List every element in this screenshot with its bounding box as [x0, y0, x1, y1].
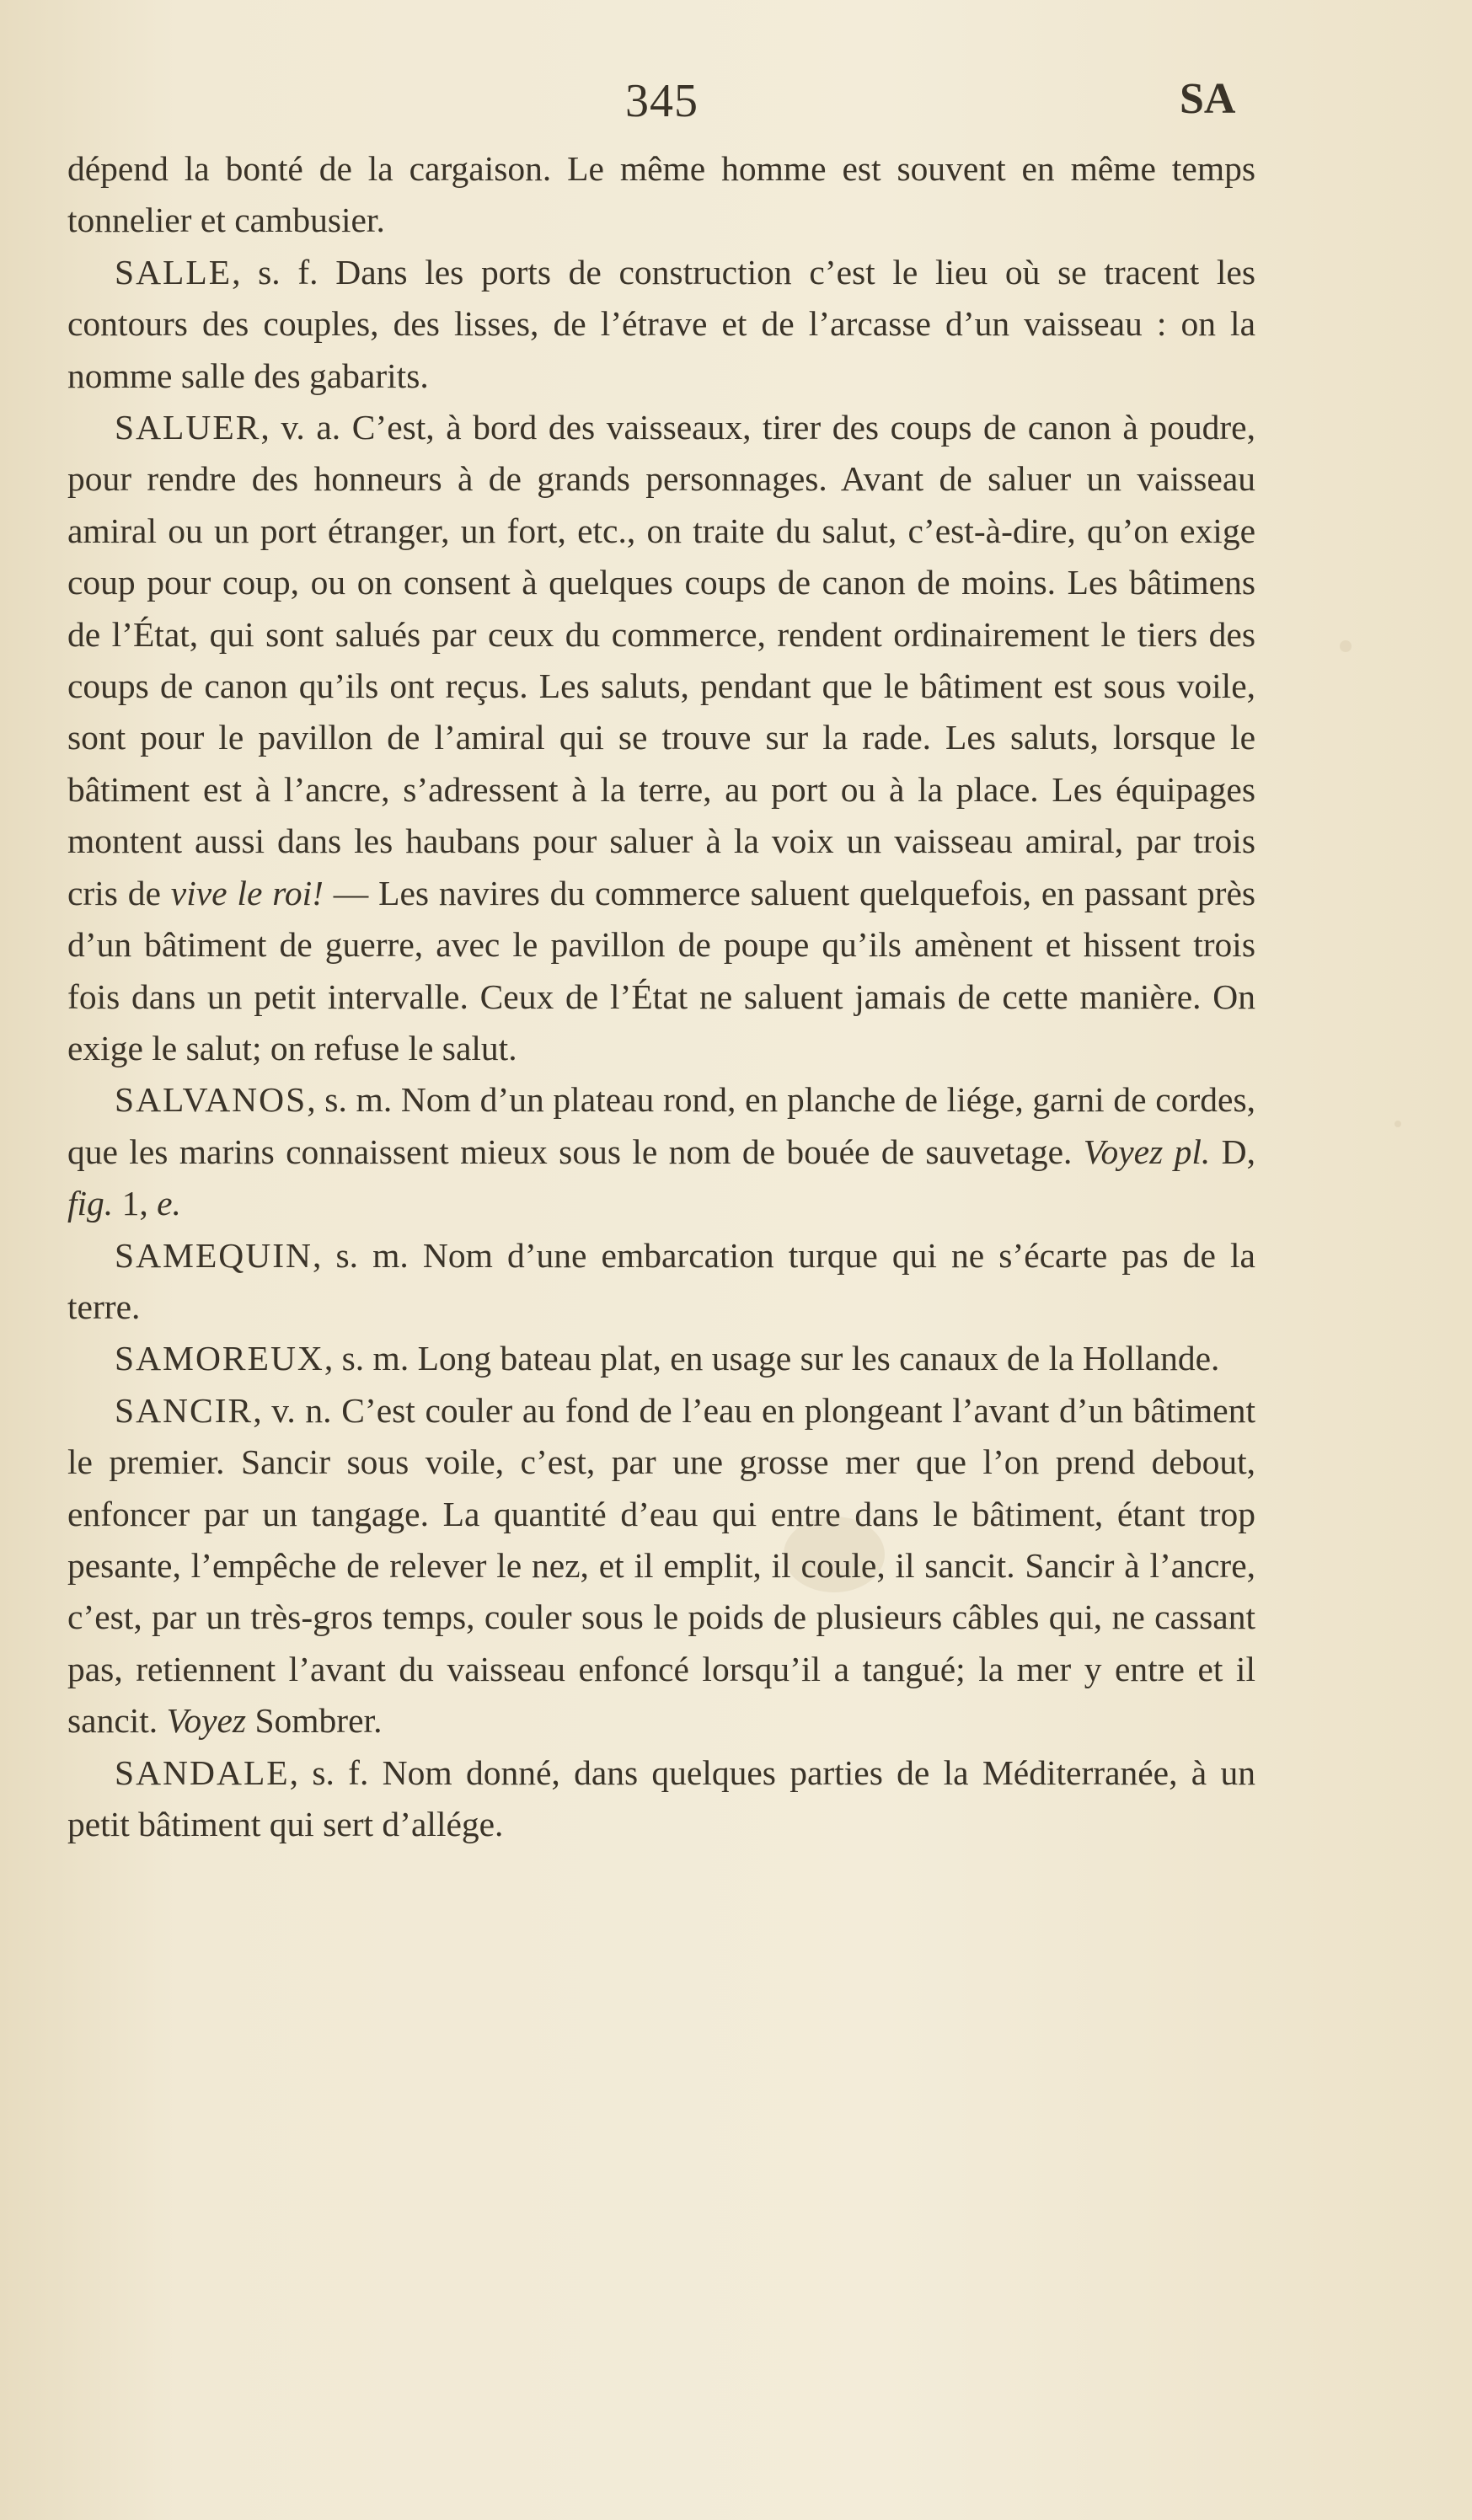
headword: SANCIR [115, 1390, 254, 1430]
grammar-label: , v. a. [260, 408, 341, 447]
entry-sancir [67, 1385, 1255, 1747]
italic-phrase: vive le roi! [170, 873, 324, 912]
section-mark: SA [1180, 75, 1236, 123]
entry-text-tail: — Les navires du commerce saluent quelquefois, en passant près d’un bâtiment de guerre, avec le pavillon de poupe qu’ils amènent et hissent trois fois dans un petit intervalle. Ceux de l’État ne saluent jamais de cette manière. On exige le salut; on refuse le salut. [67, 873, 1256, 1067]
entry-text: Nom d’une embarcation turque qui ne s’écarte pas de la terre. [67, 1235, 1255, 1326]
entry-sandale [67, 1747, 1255, 1851]
entry-salle [67, 247, 1255, 402]
headword: SAMOREUX [115, 1339, 324, 1378]
foxing-spot [1394, 1121, 1401, 1127]
headword: SALUER [115, 408, 261, 447]
headword: SALVANOS [115, 1080, 308, 1120]
entry-text-tail: Sombrer. [246, 1701, 383, 1741]
figure-reference: fig. [67, 1184, 114, 1223]
entry-text: Dans les ports de construction c’est le lieu où se tracent les contours des couples, des lisses, de l’étrave et de l’arcasse d’un vaisseau : on la nomme salle des gabarits. [67, 252, 1255, 395]
entry-samoreux [67, 1333, 1255, 1384]
grammar-label: , s. f. [289, 1752, 369, 1792]
grammar-label: , s. m. [324, 1339, 409, 1378]
entry-text: C’est couler au fond de l’eau en plongeant l’avant d’un bâtiment le premier. Sancir sous voile, c’est, par une grosse mer que l’on prend debout, enfoncer par un tangage. La quantité d’eau qui entre dans le bâtiment, étant trop pesante, l’empêche de relever le nez, et il emplit, il coule, il sancit. Sancir à l’ancre, c’est, par un très-gros temps, couler sous le poids de plusieurs câbles qui, ne cassant pas, retiennent l’avant du vaisseau enfoncé lorsqu’il a tangué; la mer y entre et il sancit. [67, 1390, 1255, 1741]
grammar-label: , s. f. [232, 252, 318, 292]
dictionary-text [67, 143, 1255, 1850]
entry-continuation [67, 143, 1255, 247]
cross-reference: Voyez [166, 1701, 247, 1741]
grammar-label: , s. m. [307, 1080, 393, 1120]
foxing-spot [1340, 640, 1352, 652]
running-head [0, 74, 1472, 142]
headword: SANDALE [115, 1752, 290, 1792]
entry-text: C’est, à bord des vaisseaux, tirer des coups de canon à poudre, pour rendre des honneurs à de grands personnages. Avant de saluer un vaisseau amiral ou un port étranger, un fort, etc., on traite du salut, c’est-à-dire, qu’on exige coup pour coup, ou on consent à quelques coups de canon de moins. Les bâtimens de l’État, qui sont salués par ceux du commerce, rendent ordinairement le tiers des coups de canon qu’ils ont reçus. Les saluts, pendant que le bâtiment est sous voile, sont pour le pavillon de l’amiral qui se trouve sur la rade. Les saluts, lorsque le bâtiment est à l’ancre, s’adressent à la terre, au port ou à la place. Les équipages montent aussi dans les haubans pour saluer à la voix un vaisseau amiral, par trois cris de [67, 408, 1255, 912]
entry-saluer [67, 402, 1255, 1074]
entry-salvanos [67, 1074, 1255, 1229]
entry-text: Long bateau plat, en usage sur les canaux de la Hollande. [409, 1339, 1220, 1378]
entry-samequin [67, 1230, 1255, 1334]
grammar-label: , s. m. [313, 1235, 409, 1275]
cross-reference: Voyez pl. [1083, 1132, 1211, 1171]
entry-text-tail: 1, [113, 1184, 158, 1223]
headword: SALLE [115, 252, 233, 292]
page-number: 345 [625, 75, 699, 127]
entry-text: dépend la bonté de la cargaison. Le même homme est souvent en même temps tonnelier et cambusier. [67, 149, 1255, 240]
grammar-label: , v. n. [253, 1390, 332, 1430]
headword: SAMEQUIN [115, 1235, 313, 1275]
entry-text-tail: D, [1210, 1132, 1255, 1171]
figure-letter: e. [157, 1184, 181, 1223]
entry-text: Nom d’un plateau rond, en planche de liége, garni de cordes, que les marins connaissent mieux sous le nom de bouée de sauvetage. [67, 1080, 1255, 1171]
entry-text: Nom donné, dans quelques parties de la Méditerranée, à un petit bâtiment qui sert d’allége. [67, 1752, 1255, 1843]
